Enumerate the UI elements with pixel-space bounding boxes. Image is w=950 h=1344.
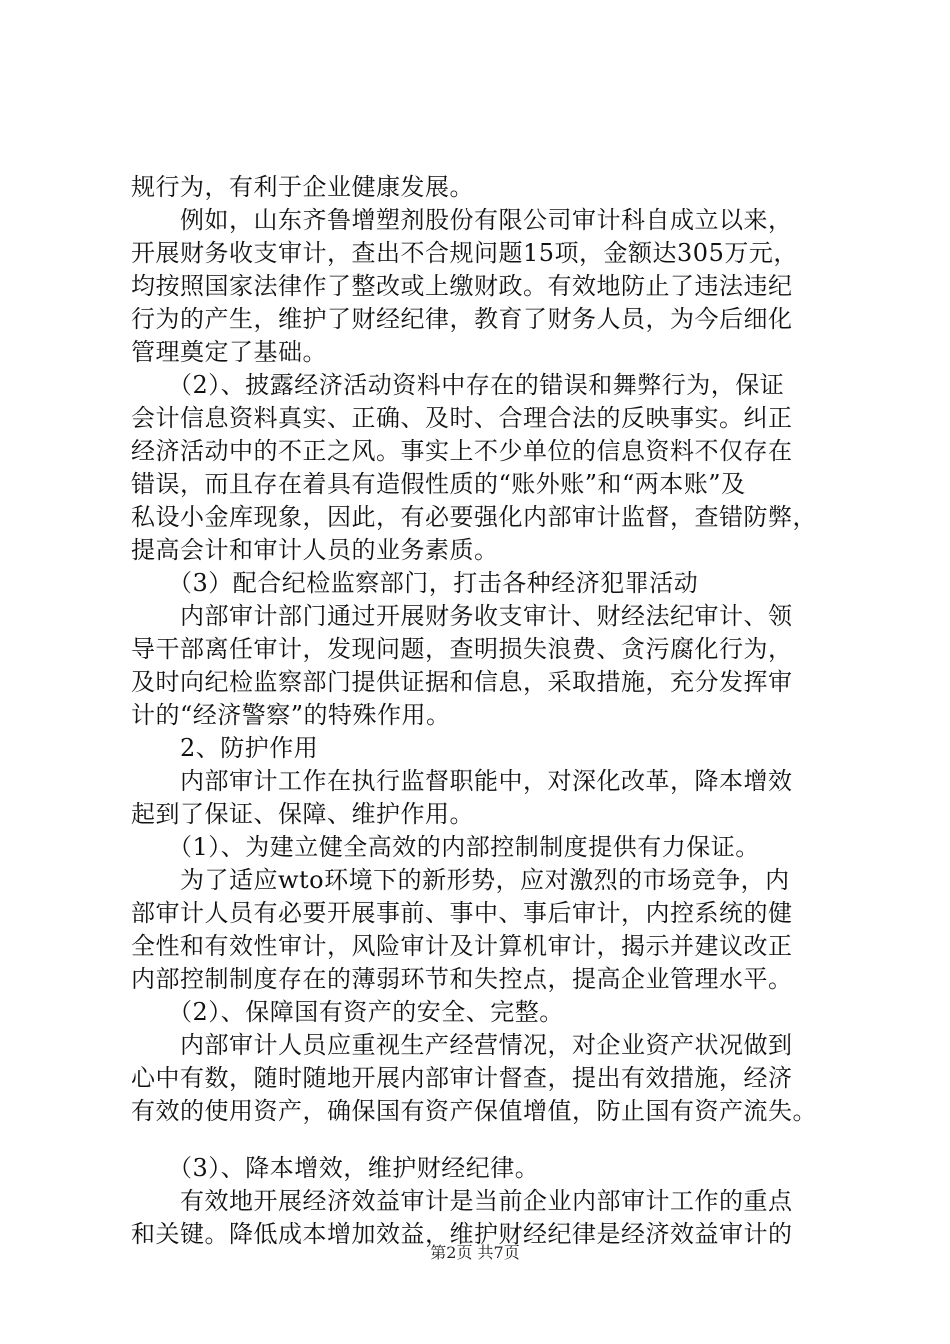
text-line: 会计信息资料真实、正确、及时、合理合法的反映事实。纠正 (131, 404, 793, 432)
text-line: （1）、为建立健全高效的内部控制制度提供有力保证。 (131, 833, 760, 861)
text-line: 起到了保证、保障、维护作用。 (131, 800, 474, 828)
text-line: （3）配合纪检监察部门，打击各种经济犯罪活动 (131, 569, 699, 597)
text-line: 及时向纪检监察部门提供证据和信息，采取措施，充分发挥审 (131, 668, 793, 696)
text-line: 全性和有效性审计，风险审计及计算机审计，揭示并建议改正 (131, 932, 793, 960)
text-line: 计的“经济警察”的特殊作用。 (131, 701, 451, 729)
text-line: 管理奠定了基础。 (131, 338, 327, 366)
text-line: 导干部离任审计，发现问题，查明损失浪费、贪污腐化行为， (131, 635, 793, 663)
text-line: 规行为，有利于企业健康发展。 (131, 173, 474, 201)
text-line: 经济活动中的不正之风。事实上不少单位的信息资料不仅存在 (131, 437, 793, 465)
text-line: 有效的使用资产，确保国有资产保值增值，防止国有资产流失。 (131, 1097, 817, 1125)
text-line: 内部审计工作在执行监督职能中，对深化改革，降本增效 (131, 767, 793, 795)
text-line: （2）、披露经济活动资料中存在的错误和舞弊行为，保证 (131, 371, 785, 399)
text-line: 例如，山东齐鲁增塑剂股份有限公司审计科自成立以来， (131, 206, 793, 234)
text-line: 私设小金库现象，因此，有必要强化内部审计监督，查错防弊， (131, 503, 817, 531)
text-line: 和关键。降低成本增加效益，维护财经纪律是经济效益审计的 (131, 1220, 793, 1248)
document-body (131, 171, 831, 1251)
text-line: （3）、降本增效，维护财经纪律。 (131, 1154, 540, 1182)
text-line: 内部审计人员应重视生产经营情况，对企业资产状况做到 (131, 1031, 793, 1059)
page-number: 第2页 共7页 (430, 1243, 520, 1262)
page-footer (0, 1243, 950, 1263)
text-line: 均按照国家法律作了整改或上缴财政。有效地防止了违法违纪 (131, 272, 793, 300)
text-line: 行为的产生，维护了财经纪律，教育了财务人员，为今后细化 (131, 305, 793, 333)
text-line: 开展财务收支审计，查出不合规问题15项，金额达305万元， (131, 239, 798, 267)
paragraph-gap (131, 1128, 831, 1152)
text-line: 有效地开展经济效益审计是当前企业内部审计工作的重点 (131, 1187, 793, 1215)
text-line: 心中有数，随时随地开展内部审计督查，提出有效措施，经济 (131, 1064, 793, 1092)
text-line: 为了适应wto环境下的新形势，应对激烈的市场竞争，内 (131, 866, 790, 894)
text-line: 内部控制制度存在的薄弱环节和失控点，提高企业管理水平。 (131, 965, 793, 993)
text-line: 错误，而且存在着具有造假性质的“账外账”和“两本账”及 (131, 470, 746, 498)
text-line: 部审计人员有必要开展事前、事中、事后审计，内控系统的健 (131, 899, 793, 927)
text-line: 内部审计部门通过开展财务收支审计、财经法纪审计、领 (131, 602, 793, 630)
text-line: 2、防护作用 (131, 734, 319, 762)
text-line: （2）、保障国有资产的安全、完整。 (131, 998, 564, 1026)
text-line: 提高会计和审计人员的业务素质。 (131, 536, 499, 564)
